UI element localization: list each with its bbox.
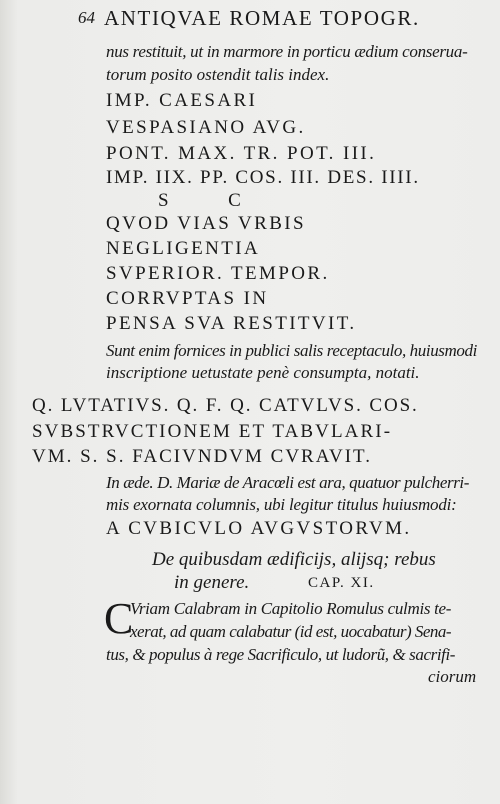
chapter-line: tus, & populus à rege Sacrificulo, ut ludorũ, & sacrifi-: [106, 645, 456, 664]
inscription-line: VESPASIANO AVG.: [106, 117, 306, 138]
page-number: 64: [78, 8, 95, 27]
inscription-line: CORRVPTAS IN: [106, 288, 269, 309]
inscription-line: NEGLIGENTIA: [106, 238, 261, 259]
inscription-line: A CVBICVLO AVGVSTORVM.: [106, 518, 412, 539]
note-line-2: mis exornata columnis, ubi legitur titulus huiusmodi:: [106, 495, 457, 514]
intro-line-1: nus restituit, ut in marmore in porticu ædium conserua-: [106, 42, 468, 61]
inscription-line: PONT. MAX. TR. POT. III.: [106, 143, 377, 164]
catchword: ciorum: [428, 667, 477, 686]
section-title: De quibusdam ædificijs, alijsq; rebus: [152, 549, 436, 570]
chapter-number: CAP. XI.: [308, 575, 375, 591]
inscription-line: IMP. CAESARI: [106, 90, 258, 111]
inscription-line: SVPERIOR. TEMPOR.: [106, 263, 330, 284]
note-line-2: inscriptione uetustate penè consumpta, notati.: [106, 363, 420, 382]
inscription-line: Q. LVTATIVS. Q. F. Q. CATVLVS. COS.: [32, 395, 419, 416]
inscription-line: PENSA SVA RESTITVIT.: [106, 313, 357, 334]
inscription-line: IMP. IIX. PP. COS. III. DES. IIII.: [106, 167, 420, 188]
inscription-line: VM. S. S. FACIVNDVM CVRAVIT.: [32, 446, 372, 467]
section-title-continued: in genere.: [174, 572, 250, 593]
inscription-line: S C: [158, 190, 244, 211]
drop-cap-initial: C: [104, 594, 134, 643]
running-title: ANTIQVAE ROMAE TOPOGR.: [104, 6, 420, 30]
chapter-line: Vriam Calabram in Capitolio Romulus culmis te-: [130, 599, 452, 618]
note-line-1: Sunt enim fornices in publici salis receptaculo, huiusmodi: [106, 341, 477, 360]
intro-line-2: torum posito ostendit talis index.: [106, 65, 330, 84]
chapter-line: xerat, ad quam calabatur (id est, uocabatur) Sena-: [130, 622, 452, 641]
inscription-line: QVOD VIAS VRBIS: [106, 213, 306, 234]
note-line-1: In æde. D. Mariæ de Aracœli est ara, quatuor pulcherri-: [106, 473, 469, 492]
inscription-line: SVBSTRVCTIONEM ET TABVLARI-: [32, 421, 393, 442]
